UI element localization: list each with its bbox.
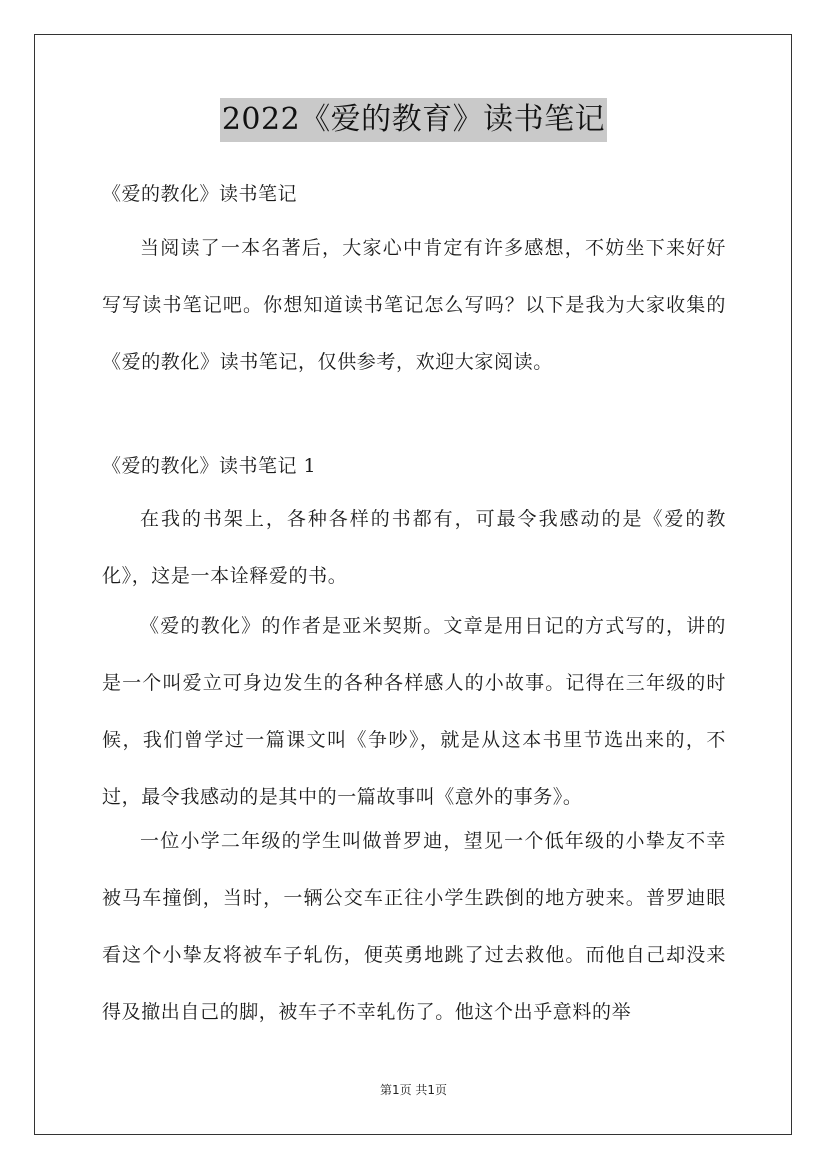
section1-paragraph-3: 一位小学二年级的学生叫做普罗迪，望见一个低年级的小挚友不幸被马车撞倒，当时，一辆公交车正往小学生跌倒的地方驶来。普罗迪眼看这个小挚友将被车子轧伤，便英勇地跳了过去救他。而他自己却没来得及撤出自己的脚，被车子不幸轧伤了。他这个出乎意料的举 — [102, 830, 726, 1023]
intro-paragraph: 当阅读了一本名著后，大家心中肯定有许多感想，不妨坐下来好好写写读书笔记吧。你想知道读书笔记怎么写吗？以下是我为大家收集的《爱的教化》读书笔记，仅供参考，欢迎大家阅读。 — [102, 237, 726, 373]
title-wrap — [0, 98, 827, 142]
page-number-footer: 第1页 共1页 — [379, 1083, 448, 1097]
section1-paragraph-2: 《爱的教化》的作者是亚米契斯。文章是用日记的方式写的，讲的是一个叫爱立可身边发生的各种各样感人的小故事。记得在三年级的时候，我们曾学过一篇课文叫《争吵》，就是从这本书里节选出来的，不过，最令我感动的是其中的一篇故事叫《意外的事务》。 — [102, 615, 726, 808]
section1-heading: 《爱的教化》读书笔记 1 — [102, 455, 317, 477]
intro-heading: 《爱的教化》读书笔记 — [102, 183, 298, 205]
section1-paragraph-1: 在我的书架上，各种各样的书都有，可最令我感动的是《爱的教化》，这是一本诠释爱的书。 — [102, 508, 726, 587]
document-title: 2022《爱的教育》读书笔记 — [220, 98, 607, 142]
